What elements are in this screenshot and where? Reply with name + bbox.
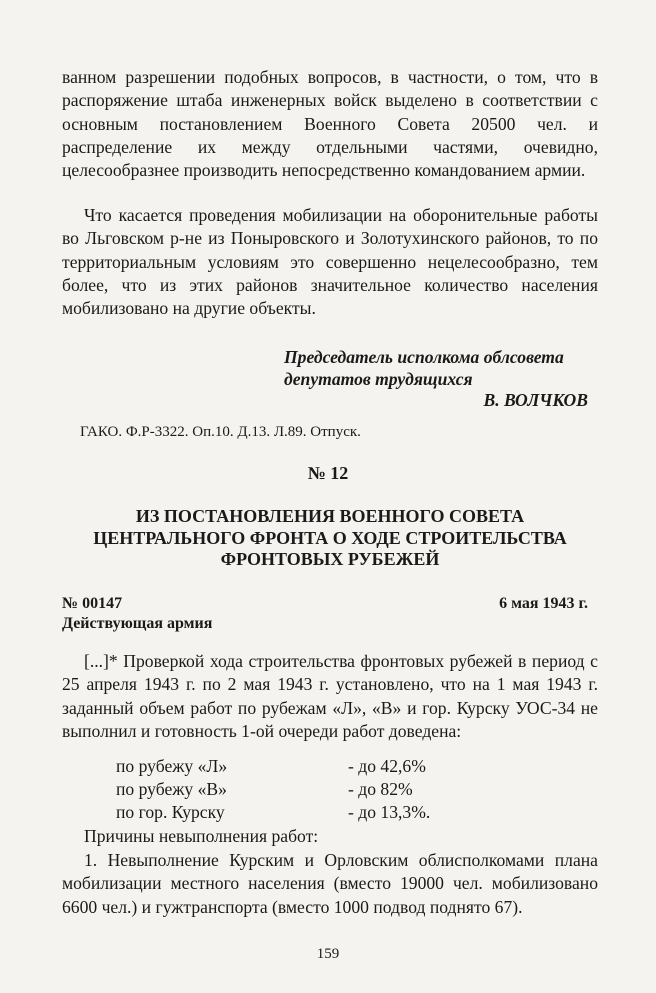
list-item-value: - до 82% (348, 779, 413, 799)
list-item-label: по рубежу «В» (116, 779, 227, 799)
paragraph-continuation: ванном разрешении подобных вопросов, в частности, о том, что в распоряжение штаба инженерных войск выделено в соответствии с основным постановлением Военного Совета 20500 чел. и распределение их между отдельными частями, очевидно, целесообразнее производить непосредственно командованием армии. (62, 67, 598, 181)
paragraph-reason-1: 1. Невыполнение Курским и Орловским облисполкомами плана мобилизации местного населения (вместо 19000 чел. мобилизовано 6600 чел.) и гужтранспорта (вместо 1000 подвод поднято 67). (62, 850, 598, 917)
signature-title-line2: депутатов трудящихся (284, 369, 473, 389)
order-number: № 00147 (62, 595, 123, 612)
list-item-label: по гор. Курску (116, 802, 225, 822)
document-number: № 12 (307, 463, 349, 483)
list-item-value: - до 42,6% (348, 756, 426, 776)
paragraph-mobilization: Что касается проведения мобилизации на оборонительные работы во Льговском р-не из Поныровского и Золотухинского районов, то по территориальным условиям это совершенно нецелесообразно, тем более, что из этих районов значительное количество населения мобилизовано на другие объекты. (62, 205, 598, 319)
document-date: 6 мая 1943 г. (499, 595, 588, 612)
document-title: ИЗ ПОСТАНОВЛЕНИЯ ВОЕННОГО СОВЕТА ЦЕНТРАЛЬНОГО ФРОНТА О ХОДЕ СТРОИТЕЛЬСТВА ФРОНТОВЫХ РУБЕЖЕЙ (93, 506, 567, 569)
signature-name: В. ВОЛЧКОВ (483, 390, 588, 410)
signature-title-line1: Председатель исполкома облсовета (284, 347, 564, 367)
document-meta-row (62, 594, 588, 614)
list-item-label: по рубежу «Л» (116, 756, 228, 776)
page-number: 159 (316, 946, 340, 962)
document-place: Действующая армия (62, 615, 213, 632)
archive-reference: ГАКО. Ф.Р-3322. Оп.10. Д.13. Л.89. Отпуск. (80, 424, 361, 440)
list-item-value: - до 13,3%. (348, 802, 431, 822)
reasons-heading: Причины невыполнения работ: (84, 826, 319, 846)
paragraph-intro: [...]* Проверкой хода строительства фронтовых рубежей в период с 25 апреля 1943 г. по 2 мая 1943 г. установлено, что на 1 мая 1943 г. заданный объем работ по рубежам «Л», «В» и гор. Курску УОС-34 не выполнил и готовность 1-ой очереди работ доведена: (62, 651, 598, 741)
